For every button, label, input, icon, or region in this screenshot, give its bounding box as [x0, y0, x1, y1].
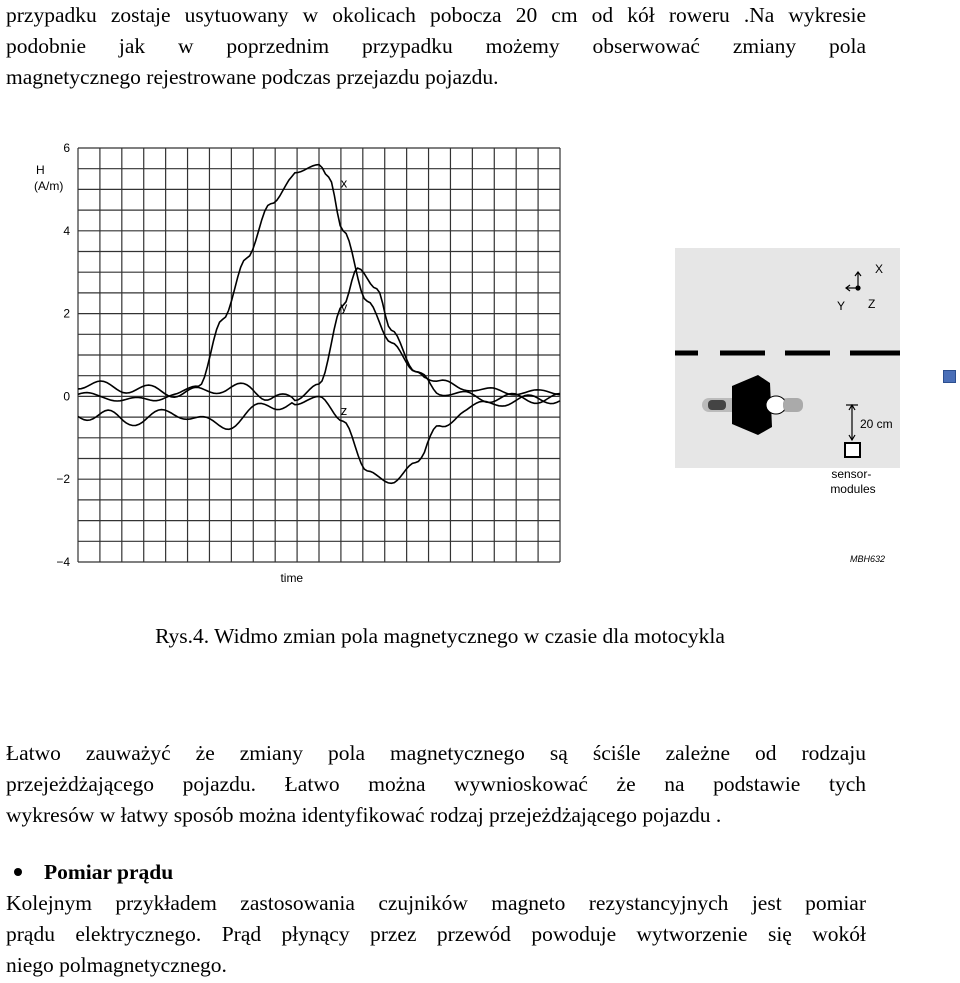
- series-label-z: z: [340, 403, 348, 419]
- y-tick-label: 2: [63, 306, 70, 321]
- road-surface: [675, 248, 900, 468]
- conclusion-paragraph: [6, 738, 866, 831]
- chart-axis-labels: [34, 141, 348, 585]
- figure-code: MBH632: [850, 554, 886, 564]
- side-marker-icon: [943, 370, 956, 383]
- y-tick-label: −4: [56, 555, 70, 569]
- y-axis-label: H: [36, 163, 45, 177]
- intro-paragraph: [6, 0, 866, 93]
- sensor-module-icon: [845, 443, 860, 457]
- figure-caption-text: Rys.4. Widmo zmian pola magnetycznego w czasie dla motocykla: [155, 624, 725, 648]
- y-tick-label: 6: [63, 141, 70, 155]
- y-axis-unit-label: (A/m): [34, 179, 64, 193]
- magnetic-field-chart: [30, 130, 600, 590]
- text-line: przejeżdżającego pojazdu. Łatwo można wywnioskować że na podstawie tych: [6, 772, 866, 796]
- text-line: Kolejnym przykładem zastosowania czujników magneto rezystancyjnych jest pomiar: [6, 891, 866, 915]
- bullet-icon: [14, 868, 22, 876]
- sensor-label-line2: modules: [830, 482, 876, 496]
- x-axis-label: time: [280, 571, 304, 585]
- figure-caption: [0, 624, 960, 649]
- axis-label-z: Z: [868, 297, 876, 311]
- y-tick-label: 4: [63, 223, 70, 238]
- current-measurement-paragraph: [6, 888, 866, 981]
- sensor-label: [830, 467, 875, 496]
- axis-label-x: X: [875, 262, 884, 276]
- text-line: podobnie jak w poprzednim przypadku możemy obserwować zmiany pola: [6, 34, 866, 58]
- text-line: prądu elektrycznego. Prąd płynący przez przewód powoduje wytworzenie się wokół: [6, 922, 866, 946]
- y-tick-label: −2: [56, 472, 70, 487]
- text-line: niego polmagnetycznego.: [6, 953, 227, 977]
- axis-label-y: Y: [837, 299, 846, 313]
- section-heading: [6, 860, 173, 885]
- text-line: przypadku zostaje usytuowany w okolicach pobocza 20 cm od kół roweru .Na wykresie: [6, 3, 866, 27]
- section-heading-text: Pomiar prądu: [44, 860, 174, 884]
- series-label-x: x: [340, 175, 348, 191]
- y-tick-label: 0: [63, 389, 70, 404]
- chart-grid: [78, 148, 560, 562]
- sensor-label-line1: sensor-: [831, 467, 872, 481]
- distance-label: 20 cm: [860, 417, 893, 431]
- text-line: magnetycznego rejestrowane podczas przejazdu pojazdu.: [6, 65, 499, 89]
- road-diagram: [670, 240, 910, 580]
- series-label-y: y: [340, 299, 348, 315]
- text-line: wykresów w łatwy sposób można identyfikować rodzaj przejeżdżającego pojazdu .: [6, 803, 722, 827]
- text-line: Łatwo zauważyć że zmiany pola magnetycznego są ściśle zależne od rodzaju: [6, 741, 866, 765]
